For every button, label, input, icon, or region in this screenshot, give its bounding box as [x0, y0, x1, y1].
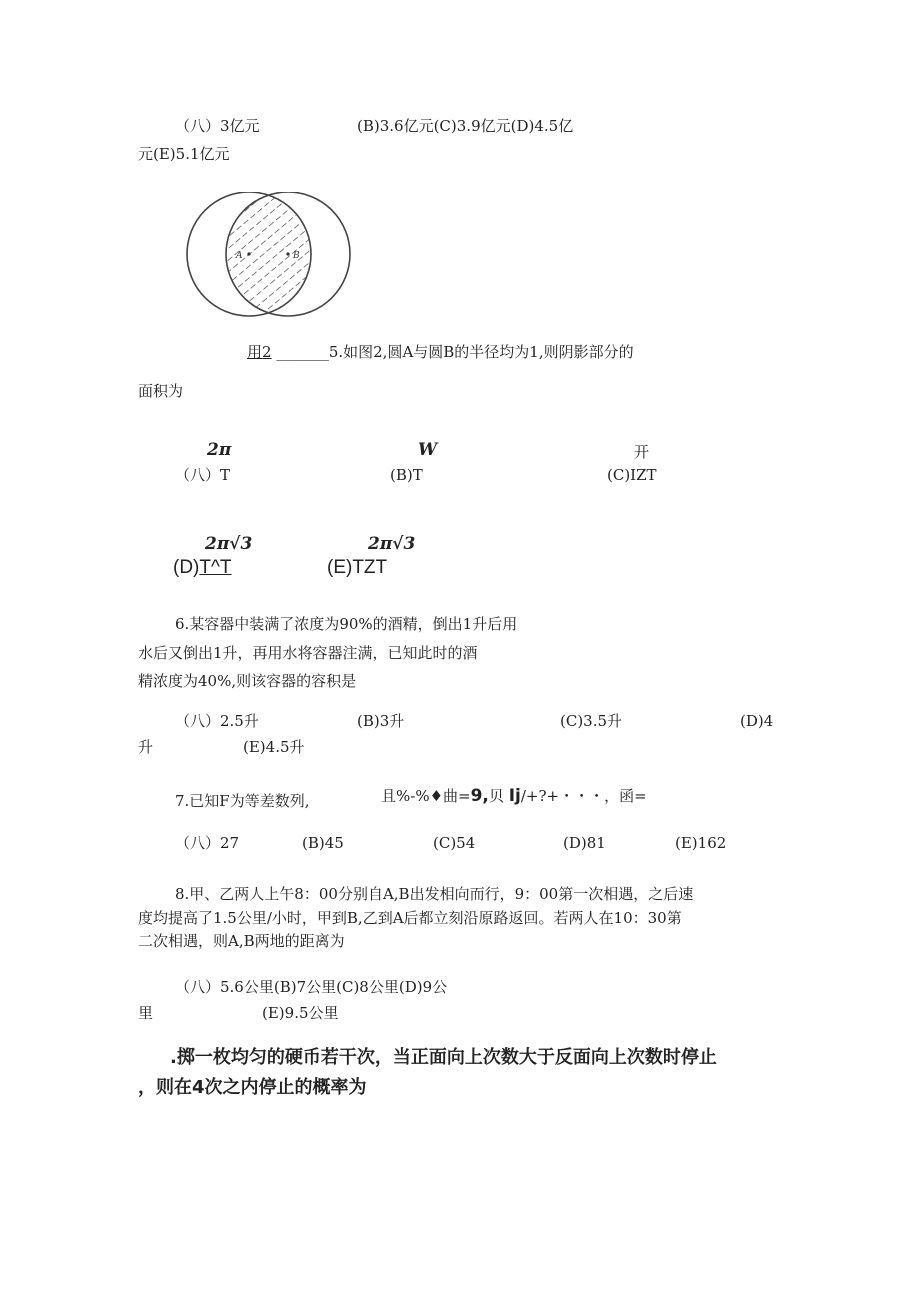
q7-text: 7.已知F为等差数列, — [175, 792, 310, 810]
q5-option-e: (E)TZT — [327, 557, 388, 578]
q6-option-d: (D)4 — [740, 712, 774, 730]
center-a-dot — [247, 252, 250, 255]
q6-option-e: (E)4.5升 — [243, 738, 305, 756]
q7-formula — [381, 786, 647, 806]
q8-option-d-unit: 里 — [138, 1004, 154, 1022]
q8-option-e: (E)9.5公里 — [262, 1004, 339, 1022]
q8-text-line1: 8.甲、乙两人上午8：00分别自A,B出发相向而行，9：00第一次相遇，之后速 — [175, 885, 694, 903]
q5-text: 5.如图2,圆A与圆B的半径均为1,则阴影部分的 — [328, 343, 634, 361]
q9-text-line2: ，则在4次之内停止的概率为 — [138, 1077, 367, 1098]
q7-option-b: (B)45 — [302, 834, 344, 852]
q7-formula-part-b: 9, — [470, 786, 489, 806]
q7-formula-part-c: 贝 — [488, 787, 504, 805]
q5-blank: _______ — [276, 343, 329, 361]
q6-option-b: (B)3升 — [357, 712, 405, 730]
q4-option-a: （八）3亿元 — [175, 117, 260, 135]
q9-text-line1: .掷一枚均匀的硬币若干次，当正面向上次数大于反面向上次数时停止 — [170, 1047, 717, 1068]
venn-diagram-figure — [183, 192, 355, 318]
q7-option-d: (D)81 — [563, 834, 606, 852]
q6-text-line3: 精浓度为40%,则该容器的容积是 — [138, 672, 357, 690]
q5-option-d — [173, 558, 232, 578]
q8-options-a-d: （八）5.6公里(B)7公里(C)8公里(D)9公 — [175, 978, 448, 996]
q7-option-a: （八）27 — [175, 834, 240, 852]
figure-caption: 用2 — [247, 343, 272, 361]
q5-option-a: （八）T — [175, 466, 231, 484]
q6-option-c: (C)3.5升 — [560, 712, 623, 730]
q4-options-b-d: (B)3.6亿元(C)3.9亿元(D)4.5亿 — [357, 117, 574, 135]
q7-formula-part-a: 且%-%♦曲= — [381, 787, 471, 805]
q5-option-b: (B)T — [390, 466, 423, 484]
q5-opt-e-numerator: 2π√3 — [368, 534, 416, 554]
q7-formula-part-e: /+?+・・・，函= — [520, 787, 647, 805]
q7-option-c: (C)54 — [433, 834, 476, 852]
q5-opt-d-numerator: 2π√3 — [205, 534, 253, 554]
q6-text-line1: 6.某容器中装满了浓度为90%的酒精，倒出1升后用 — [175, 615, 518, 633]
q5-text-line2: 面积为 — [138, 382, 184, 400]
q5-opt-c-numerator: 开 — [634, 443, 650, 461]
q6-text-line2: 水后又倒出1升，再用水将容器注满，已知此时的酒 — [138, 644, 478, 662]
label-a: A — [236, 251, 243, 261]
q5-caption-line — [247, 342, 634, 362]
center-b-dot — [286, 252, 289, 255]
q5-opt-b-numerator: W — [418, 440, 438, 460]
q8-text-line2: 度均提高了1.5公里/小时，甲到B,乙到A后都立刻沿原路返回。若两人在10：30第 — [138, 909, 682, 927]
q6-option-a: （八）2.5升 — [175, 712, 259, 730]
q4-option-e: 元(E)5.1亿元 — [138, 145, 230, 163]
q5-option-c: (C)IZT — [607, 466, 657, 484]
q5-opt-a-numerator: 2π — [207, 440, 232, 460]
q7-option-e: (E)162 — [675, 834, 727, 852]
q7-formula-part-d: Ij — [508, 786, 521, 806]
q5-option-d-expr: T^T — [199, 557, 232, 578]
q8-text-line3: 二次相遇，则A,B两地的距离为 — [138, 932, 345, 950]
q5-option-d-prefix: (D) — [173, 557, 200, 578]
q6-option-d-unit: 升 — [138, 738, 154, 756]
label-b: B — [293, 251, 300, 261]
